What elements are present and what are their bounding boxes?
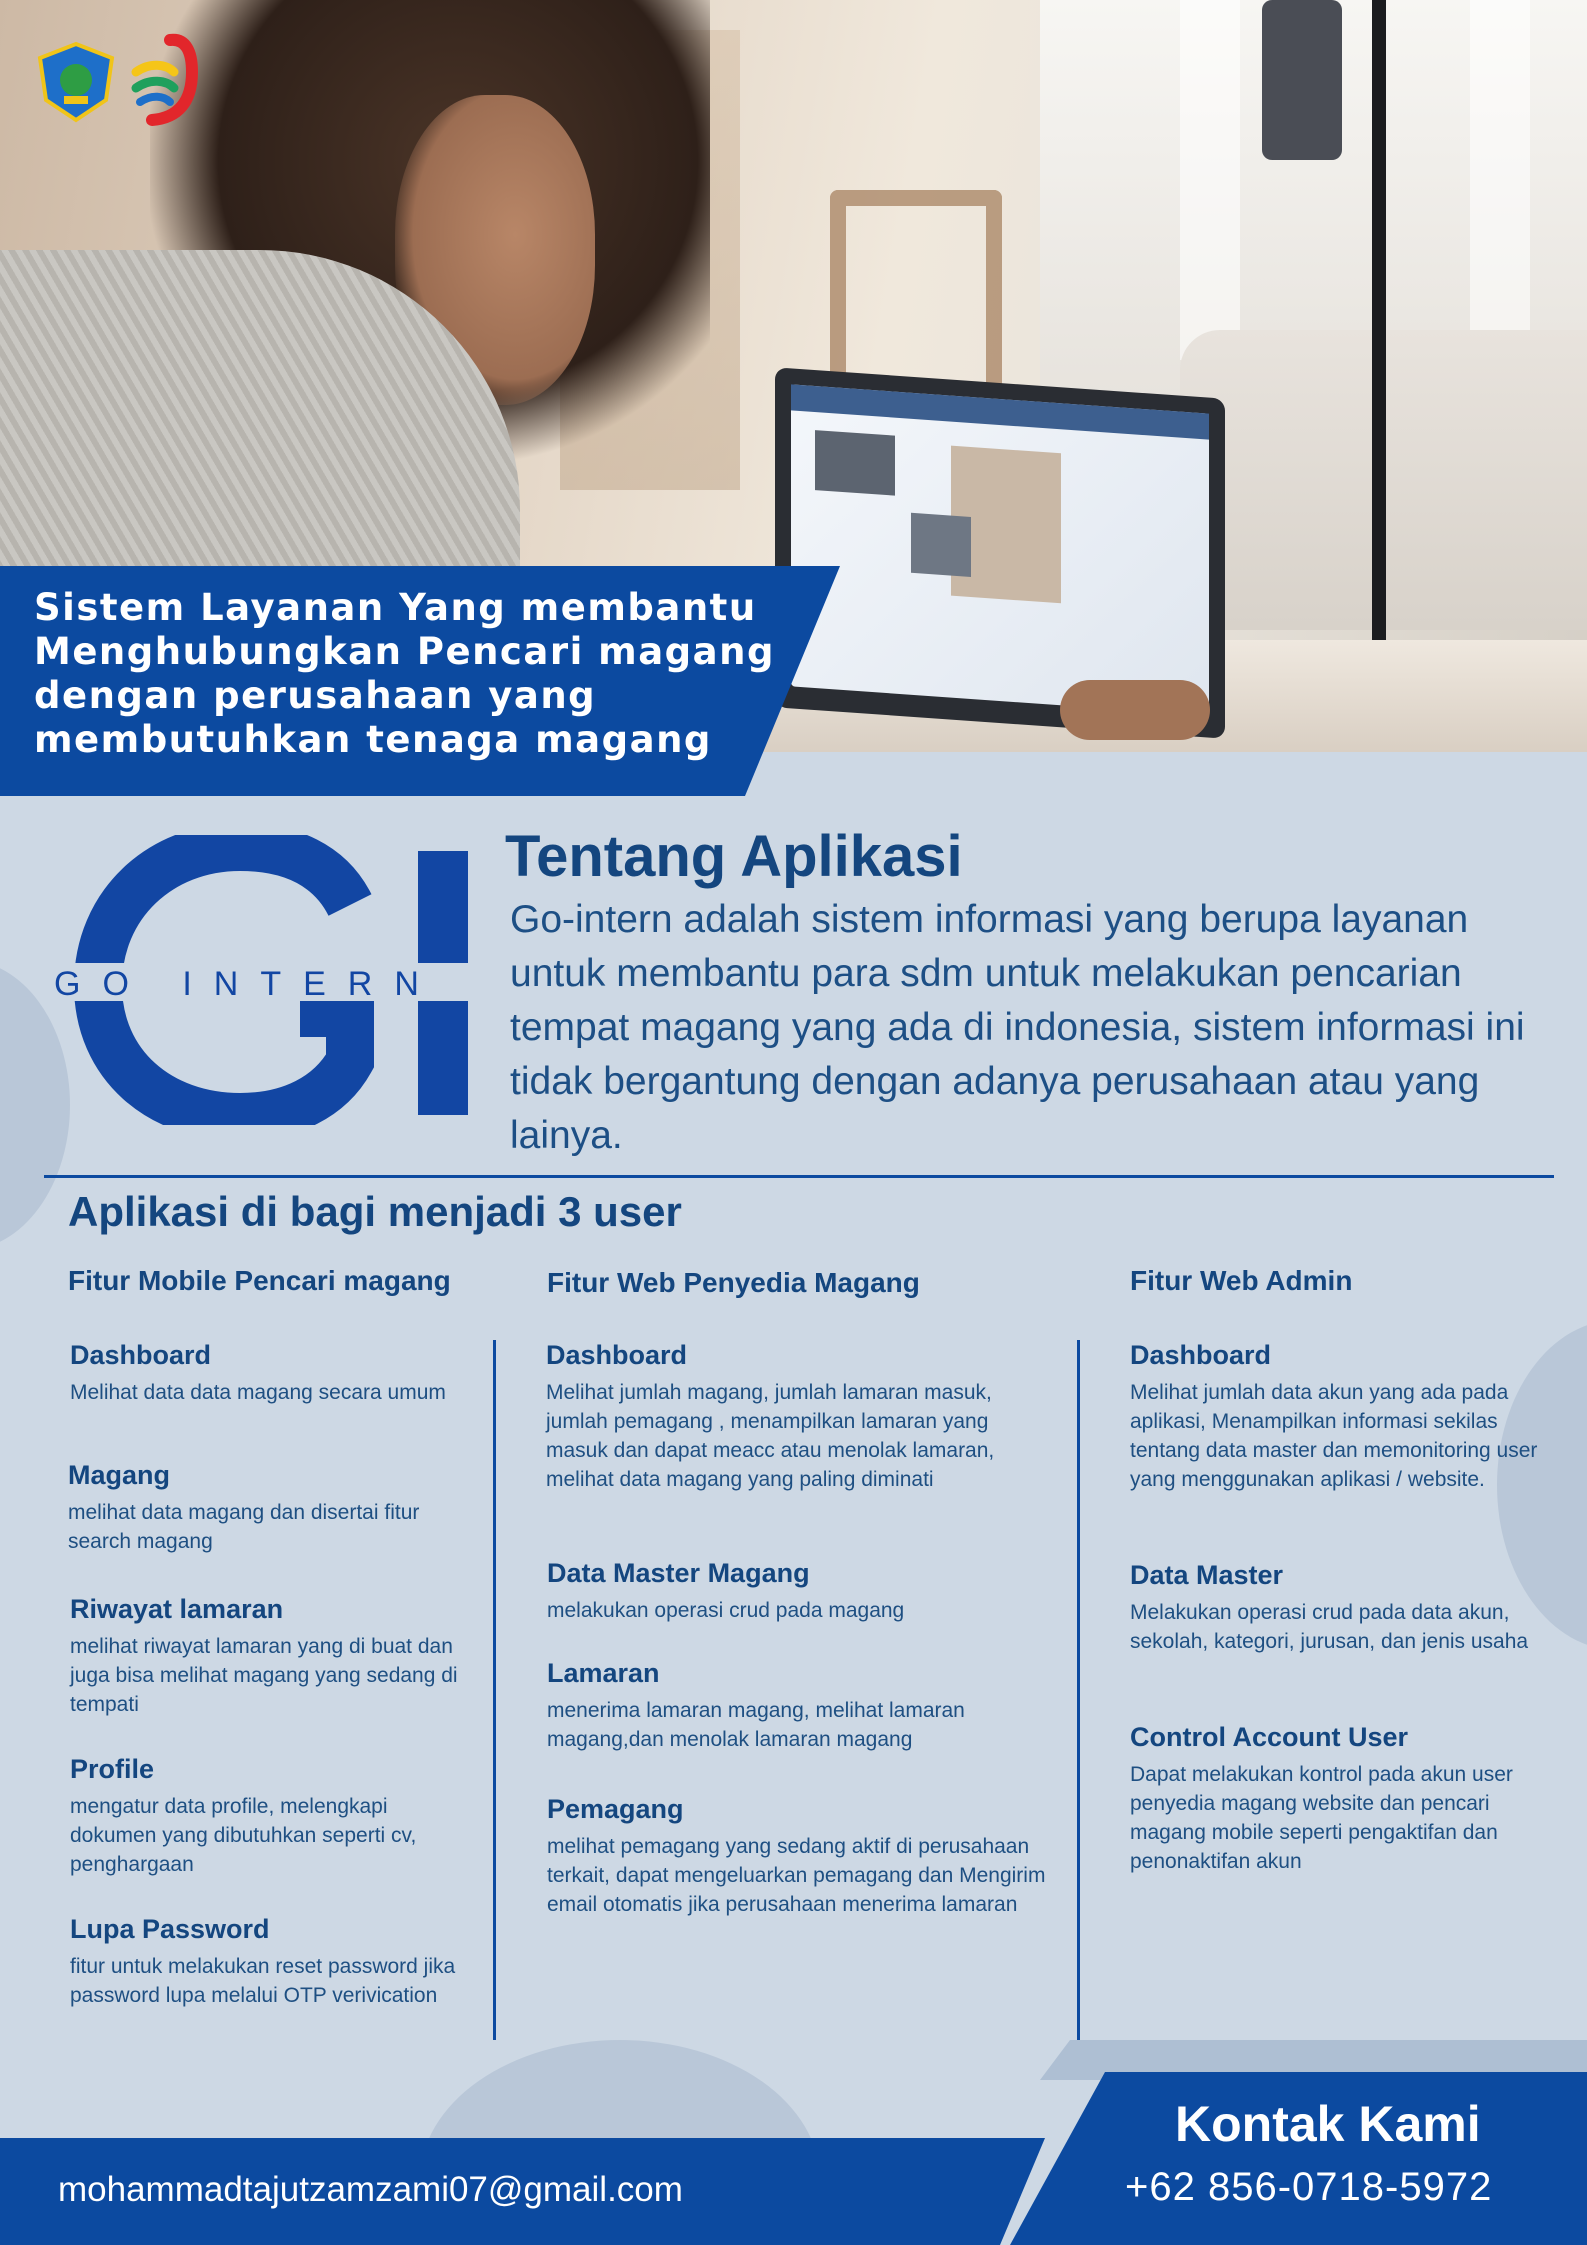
feature-desc: fitur untuk melakukan reset password jika password lupa melalui OTP verivication bbox=[70, 1955, 456, 2007]
person-hand bbox=[1060, 680, 1210, 740]
feature-desc: menerima lamaran magang, melihat lamaran magang,dan menolak lamaran magang bbox=[547, 1699, 965, 1751]
feature-desc: melihat pemagang yang sedang aktif di perusahaan terkait, dapat mengeluarkan pemagang dan Mengirim email otomatis jika perusahaan menerima lamaran bbox=[547, 1835, 1046, 1916]
about-body: Go-intern adalah sistem informasi yang berupa layanan untuk membantu para sdm untuk melakukan pencarian tempat magang yang ada di indonesia, sistem informasi ini tidak bergantung dengan adanya perusahaan atau yang lainya. bbox=[510, 898, 1525, 1157]
feature-name: Data Master Magang bbox=[547, 1558, 810, 1588]
contact-title: Kontak Kami bbox=[1175, 2096, 1481, 2152]
feature-name: Control Account User bbox=[1130, 1722, 1409, 1752]
column-title-mobile: Fitur Mobile Pencari magang bbox=[68, 1265, 451, 1296]
column-title-provider: Fitur Web Penyedia Magang bbox=[547, 1267, 920, 1298]
institution-logo-icon bbox=[130, 32, 212, 130]
feature-name: Data Master bbox=[1130, 1560, 1284, 1590]
feature-desc: melakukan operasi crud pada magang bbox=[547, 1599, 905, 1622]
feature-item bbox=[546, 1338, 1046, 1494]
feature-item bbox=[547, 1656, 1047, 1754]
feature-item bbox=[68, 1458, 468, 1556]
feature-name: Riwayat lamaran bbox=[70, 1594, 284, 1624]
contact-email[interactable]: mohammadtajutzamzami07@gmail.com bbox=[58, 2170, 683, 2209]
feature-name: Magang bbox=[68, 1460, 171, 1490]
contact-phone[interactable]: +62 856-0718-5972 bbox=[1125, 2165, 1493, 2209]
feature-name: Pemagang bbox=[547, 1794, 684, 1824]
feature-desc: melihat riwayat lamaran yang di buat dan juga bisa melihat magang yang sedang di tempati bbox=[70, 1635, 458, 1716]
column-divider bbox=[1077, 1340, 1080, 2040]
feature-desc: mengatur data profile, melengkapi dokumen yang dibutuhkan seperti cv, penghargaan bbox=[70, 1795, 417, 1876]
feature-item bbox=[70, 1338, 470, 1407]
feature-desc: Melihat jumlah magang, jumlah lamaran masuk, jumlah pemagang , menampilkan lamaran yang masuk dan dapat meacc atau menolak lamaran, melihat data magang yang paling diminati bbox=[546, 1381, 995, 1491]
users-title: Aplikasi di bagi menjadi 3 user bbox=[68, 1188, 682, 1235]
go-intern-logo-text: GO INTERN bbox=[54, 965, 441, 1003]
feature-desc: Dapat melakukan kontrol pada akun user penyedia magang website dan pencari magang mobile seperti pengaktifan dan penonaktifan akun bbox=[1130, 1763, 1513, 1873]
feature-name: Lupa Password bbox=[70, 1914, 270, 1944]
tripod-stand bbox=[1372, 0, 1386, 740]
feature-name: Lamaran bbox=[547, 1658, 660, 1688]
feature-desc: Melakukan operasi crud pada data akun, sekolah, kategori, jurusan, dan jenis usaha bbox=[1130, 1601, 1529, 1653]
feature-item bbox=[1130, 1558, 1540, 1656]
feature-item bbox=[547, 1556, 1047, 1625]
feature-name: Profile bbox=[70, 1754, 155, 1784]
feature-item bbox=[547, 1792, 1047, 1919]
phone-on-stand bbox=[1262, 0, 1342, 160]
feature-item bbox=[1130, 1720, 1540, 1876]
feature-desc: Melihat data data magang secara umum bbox=[70, 1381, 446, 1404]
column-title-admin: Fitur Web Admin bbox=[1130, 1265, 1353, 1296]
column-divider bbox=[493, 1340, 496, 2040]
feature-desc: melihat data magang dan disertai fitur search magang bbox=[68, 1501, 420, 1553]
regional-emblem-icon bbox=[34, 40, 118, 124]
feature-item bbox=[1130, 1338, 1540, 1494]
feature-item bbox=[70, 1912, 480, 2010]
go-intern-logo bbox=[50, 835, 480, 1125]
feature-item bbox=[70, 1752, 470, 1879]
feature-item bbox=[70, 1592, 470, 1719]
feature-name: Dashboard bbox=[70, 1340, 212, 1370]
feature-name: Dashboard bbox=[1130, 1340, 1272, 1370]
feature-name: Dashboard bbox=[546, 1340, 688, 1370]
section-divider bbox=[44, 1175, 1554, 1178]
feature-desc: Melihat jumlah data akun yang ada pada aplikasi, Menampilkan informasi sekilas tentang data master dan memonitoring user yang menggunakan aplikasi / website. bbox=[1130, 1381, 1538, 1491]
hero-banner-text: Sistem Layanan Yang membantu Menghubungkan Pencari magang dengan perusahaan yang membutuhkan tenaga magang bbox=[34, 586, 775, 761]
about-title: Tentang Aplikasi bbox=[505, 824, 963, 889]
